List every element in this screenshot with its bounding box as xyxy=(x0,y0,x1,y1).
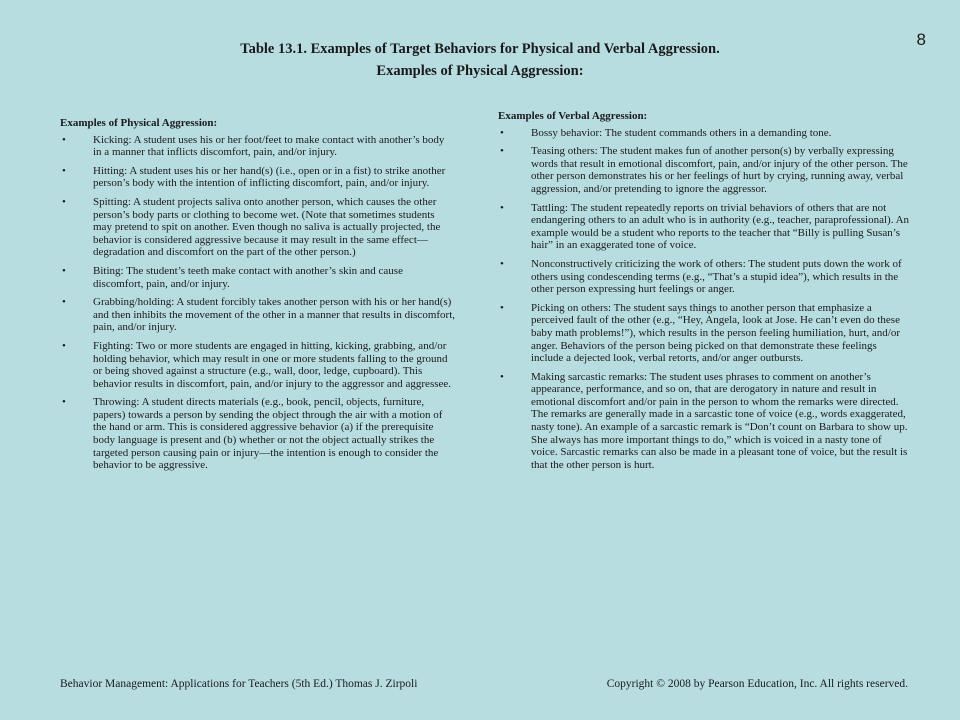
verbal-aggression-list xyxy=(498,127,910,472)
table-title-line-1: Table 13.1. Examples of Target Behaviors for Physical and Verbal Aggression. xyxy=(240,41,720,57)
verbal-aggression-heading: Examples of Verbal Aggression: xyxy=(498,110,648,122)
list-item-kicking: • Kicking: A student uses his or her foot/feet to make contact with another’s body in a manner that inflicts discomfort, pain, and/or injury. xyxy=(60,134,455,159)
physical-aggression-list xyxy=(60,134,455,472)
verbal-aggression-column xyxy=(498,110,910,477)
list-item-tattling: • Tattling: The student repeatedly reports on trivial behaviors of others that are not endangering others to an adult who is in authority (e.g., teacher, paraprofessional). An example would be a student who reports to the teacher that “Billy is pulling Susan’s hair” in an exaggerated tone of voice. xyxy=(498,202,910,252)
table-title xyxy=(0,38,960,82)
list-item-spitting: • Spitting: A student projects saliva onto another person, which causes the other person’s body parts or clothing to become wet. (Note that sometimes students may pretend to spit on another. Even though no saliva is actually projected, the behavior is considered aggressive because it may result in the same effect—degradation and discomfort on the part of the other person.) xyxy=(60,196,455,259)
physical-aggression-column xyxy=(60,117,455,478)
list-item-picking-on: • Picking on others: The student says things to another person that emphasize a perceived fault of the other (e.g., “Hey, Angela, look at Jose. He can’t even do these baby math problems!”), which results in the person feeling humiliation, hurt, and/or anger. Behaviors of the person being picked on that demonstrate these feelings include a dejected look, verbal retorts, and/or anger outbursts. xyxy=(498,302,910,365)
list-item-bossy: • Bossy behavior: The student commands others in a demanding tone. xyxy=(498,127,910,140)
footer-citation: Behavior Management: Applications for Teachers (5th Ed.) Thomas J. Zirpoli xyxy=(60,678,418,690)
list-item-fighting: • Fighting: Two or more students are engaged in hitting, kicking, grabbing, and/or holding behavior, which may result in one or more students falling to the ground or being shoved against a structure (e.g., wall, door, ledge, cupboard). This behavior results in discomfort, pain, and/or injury to the aggressor and aggressee. xyxy=(60,340,455,390)
page-number: 8 xyxy=(916,30,926,49)
list-item-hitting: • Hitting: A student uses his or her hand(s) (i.e., open or in a fist) to strike another person’s body with the intention of inflicting discomfort, pain, and/or injury. xyxy=(60,165,455,190)
footer-copyright: Copyright © 2008 by Pearson Education, Inc. All rights reserved. xyxy=(606,678,908,690)
list-item-sarcastic: • Making sarcastic remarks: The student uses phrases to comment on another’s appearance, performance, and so on, that are derogatory in nature and result in emotional discomfort and/or pain in the person to whom the remarks were directed. The remarks are generally made in a sarcastic tone of voice (e.g., words exaggerated, nasty tone). An example of a sarcastic remark is “Don’t count on Barbara to show up. She always has more important things to do,” which is voiced in a nasty tone of voice. Sarcastic remarks can also be made in a pleasant tone of voice, but the result is that the other person is hurt. xyxy=(498,371,910,472)
list-item-throwing: • Throwing: A student directs materials (e.g., book, pencil, objects, furniture, papers) towards a person by sending the object through the air with a motion of the hand or arm. This is considered aggressive behavior (a) if the prerequisite body language is present and (b) whether or not the object actually strikes the targeted person causing pain or injury—the intention is enough to consider the behavior to be aggressive. xyxy=(60,396,455,472)
physical-aggression-heading: Examples of Physical Aggression: xyxy=(60,117,218,129)
list-item-grabbing: • Grabbing/holding: A student forcibly takes another person with his or her hand(s) and then inhibits the movement of the other in a manner that results in discomfort, pain, and/or injury. xyxy=(60,296,455,334)
list-item-criticizing: • Nonconstructively criticizing the work of others: The student puts down the work of others using condescending terms (e.g., “That’s a stupid idea”), which results in the other person expressing hurt feelings or anger. xyxy=(498,258,910,296)
table-title-line-2: Examples of Physical Aggression: xyxy=(376,63,584,79)
list-item-biting: • Biting: The student’s teeth make contact with another’s skin and cause discomfort, pain, and/or injury. xyxy=(60,265,455,290)
list-item-teasing: • Teasing others: The student makes fun of another person(s) by verbally expressing words that result in emotional discomfort, pain, and/or injury of the other person. The other person demonstrates his or her feelings of hurt by crying, running away, verbal aggression, and/or pretending to ignore the aggressor. xyxy=(498,145,910,195)
